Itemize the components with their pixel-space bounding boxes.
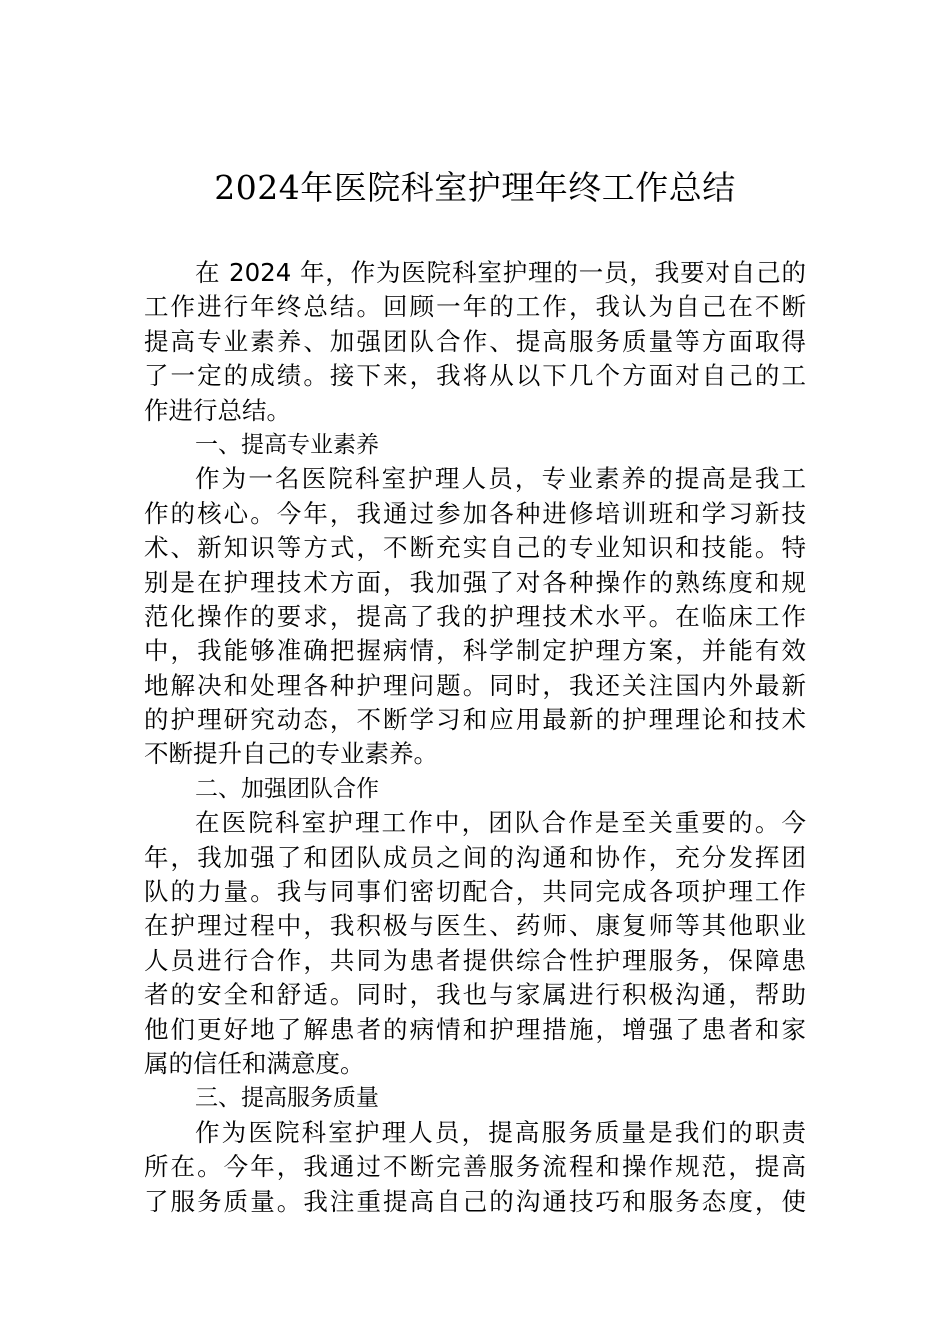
paragraph-first-line: 在医院科室护理工作中，团队合作是至关重要的。今 [195,808,806,838]
paragraph-last-line: 作进行总结。 [144,395,291,425]
paragraph-line: 了服务质量。我注重提高自己的沟通技巧和服务态度，使 [144,1186,806,1216]
section-heading: 三、提高服务质量 [195,1085,379,1112]
paragraph-line: 的护理研究动态，不断学习和应用最新的护理理论和技术 [144,705,806,735]
document-title: 2024年医院科室护理年终工作总结 [214,168,736,207]
paragraph-line: 提高专业素养、加强团队合作、提高服务质量等方面取得 [144,326,806,356]
section-heading: 二、加强团队合作 [195,775,379,802]
paragraph-line: 中，我能够准确把握病情，科学制定护理方案，并能有效 [144,636,806,666]
paragraph-line: 地解决和处理各种护理问题。同时，我还关注国内外最新 [144,670,806,700]
paragraph-line: 范化操作的要求，提高了我的护理技术水平。在临床工作 [144,601,806,631]
paragraph-line: 所在。今年，我通过不断完善服务流程和操作规范，提高 [144,1152,806,1182]
paragraph-first-line: 作为医院科室护理人员，提高服务质量是我们的职责 [195,1117,806,1147]
paragraph-line: 他们更好地了解患者的病情和护理措施，增强了患者和家 [144,1014,806,1044]
paragraph-line: 人员进行合作，共同为患者提供综合性护理服务，保障患 [144,945,806,975]
paragraph-line: 了一定的成绩。接下来，我将从以下几个方面对自己的工 [144,361,806,391]
paragraph-last-line: 属的信任和满意度。 [144,1048,365,1078]
paragraph-line: 队的力量。我与同事们密切配合，共同完成各项护理工作 [144,877,806,907]
paragraph-line: 术、新知识等方式，不断充实自己的专业知识和技能。特 [144,533,806,563]
paragraph-line: 别是在护理技术方面，我加强了对各种操作的熟练度和规 [144,567,806,597]
paragraph-line: 年，我加强了和团队成员之间的沟通和协作，充分发挥团 [144,842,806,872]
paragraph-line: 者的安全和舒适。同时，我也与家属进行积极沟通，帮助 [144,980,806,1010]
paragraph-line: 在护理过程中，我积极与医生、药师、康复师等其他职业 [144,911,806,941]
paragraph-line: 作的核心。今年，我通过参加各种进修培训班和学习新技 [144,498,806,528]
document-body [144,256,806,1219]
paragraph-last-line: 不断提升自己的专业素养。 [144,739,438,769]
section-heading: 一、提高专业素养 [195,431,379,458]
paragraph-first-line: 在 2024 年，作为医院科室护理的一员，我要对自己的 [195,258,806,287]
paragraph-first-line: 作为一名医院科室护理人员，专业素养的提高是我工 [195,464,806,494]
paragraph-line: 工作进行年终总结。回顾一年的工作，我认为自己在不断 [144,292,806,322]
